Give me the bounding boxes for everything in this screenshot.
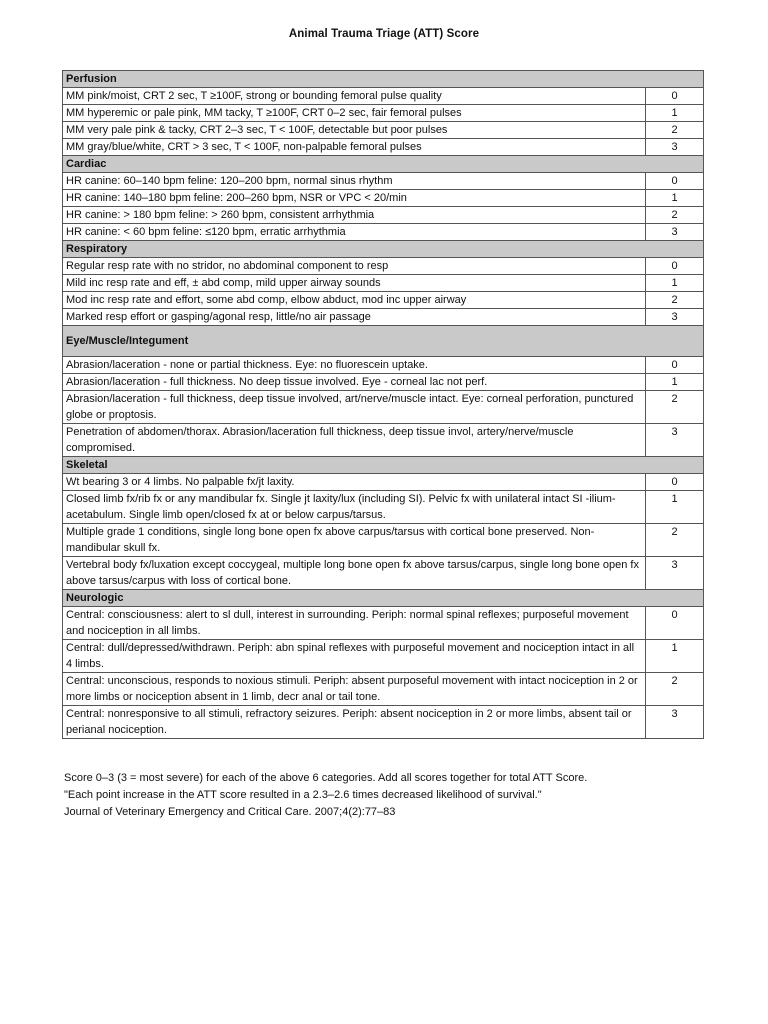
criteria-row [63, 122, 704, 139]
criteria-text: Central: consciousness: alert to sl dull, interest in surrounding. Periph: normal spinal reflexes; purposeful movement and nociception in all limbs. [63, 607, 646, 640]
criteria-text: MM gray/blue/white, CRT > 3 sec, T < 100F, non-palpable femoral pulses [63, 139, 646, 156]
score-value: 3 [646, 224, 704, 241]
criteria-row [63, 491, 704, 524]
criteria-row [63, 640, 704, 673]
criteria-row [63, 275, 704, 292]
section-title: Skeletal [63, 457, 704, 474]
criteria-row [63, 706, 704, 739]
criteria-text: MM pink/moist, CRT 2 sec, T ≥100F, strong or bounding femoral pulse quality [63, 88, 646, 105]
score-value: 3 [646, 557, 704, 590]
score-value: 3 [646, 309, 704, 326]
score-value: 1 [646, 491, 704, 524]
criteria-row [63, 207, 704, 224]
criteria-row [63, 673, 704, 706]
criteria-text: Closed limb fx/rib fx or any mandibular fx. Single jt laxity/lux (including SI). Pelvic fx with unilateral intact SI -ilium-acetabulum. Single limb open/closed fx at or below carpus/tarsus. [63, 491, 646, 524]
score-value: 1 [646, 105, 704, 122]
score-value: 3 [646, 139, 704, 156]
score-value: 0 [646, 88, 704, 105]
criteria-row [63, 258, 704, 275]
criteria-row [63, 474, 704, 491]
criteria-text: HR canine: 60–140 bpm feline: 120–200 bpm, normal sinus rhythm [63, 173, 646, 190]
score-value: 1 [646, 190, 704, 207]
criteria-row [63, 139, 704, 156]
criteria-text: MM very pale pink & tacky, CRT 2–3 sec, T < 100F, detectable but poor pulses [63, 122, 646, 139]
criteria-text: Central: nonresponsive to all stimuli, refractory seizures. Periph: absent nociception in 2 or more limbs, absent tail or perianal nociception. [63, 706, 646, 739]
footer-line-quote: "Each point increase in the ATT score resulted in a 2.3–2.6 times decreased likelihood of survival." [64, 789, 542, 801]
criteria-text: Regular resp rate with no stridor, no abdominal component to resp [63, 258, 646, 275]
criteria-row [63, 88, 704, 105]
criteria-row [63, 391, 704, 424]
score-value: 0 [646, 474, 704, 491]
criteria-row [63, 524, 704, 557]
criteria-row [63, 357, 704, 374]
criteria-text: MM hyperemic or pale pink, MM tacky, T ≥100F, CRT 0–2 sec, fair femoral pulses [63, 105, 646, 122]
section-header-row [63, 590, 704, 607]
score-value: 1 [646, 374, 704, 391]
score-value: 2 [646, 673, 704, 706]
criteria-text: Abrasion/laceration - none or partial thickness. Eye: no fluorescein uptake. [63, 357, 646, 374]
score-value: 2 [646, 207, 704, 224]
section-title: Cardiac [63, 156, 704, 173]
criteria-row [63, 224, 704, 241]
footer-line-citation: Journal of Veterinary Emergency and Critical Care. 2007;4(2):77–83 [64, 806, 396, 818]
att-score-table [62, 70, 704, 739]
criteria-row [63, 557, 704, 590]
document-title: Animal Trauma Triage (ATT) Score [288, 28, 480, 40]
score-value: 0 [646, 173, 704, 190]
section-header-row [63, 457, 704, 474]
criteria-text: Wt bearing 3 or 4 limbs. No palpable fx/jt laxity. [63, 474, 646, 491]
section-title: Eye/Muscle/Integument [63, 326, 704, 357]
criteria-text: HR canine: 140–180 bpm feline: 200–260 bpm, NSR or VPC < 20/min [63, 190, 646, 207]
criteria-row [63, 173, 704, 190]
criteria-text: Abrasion/laceration - full thickness, deep tissue involved, art/nerve/muscle intact. Eye: corneal perforation, punctured globe or proptosis. [63, 391, 646, 424]
criteria-row [63, 374, 704, 391]
criteria-text: Mild inc resp rate and eff, ± abd comp, mild upper airway sounds [63, 275, 646, 292]
section-header-row [63, 241, 704, 258]
criteria-row [63, 190, 704, 207]
score-value: 1 [646, 275, 704, 292]
section-title: Neurologic [63, 590, 704, 607]
section-header-row [63, 326, 704, 357]
section-header-row [63, 156, 704, 173]
score-value: 2 [646, 292, 704, 309]
footer-notes [64, 770, 587, 821]
criteria-row [63, 309, 704, 326]
criteria-text: HR canine: < 60 bpm feline: ≤120 bpm, erratic arrhythmia [63, 224, 646, 241]
score-value: 2 [646, 122, 704, 139]
footer-line-scoring: Score 0–3 (3 = most severe) for each of the above 6 categories. Add all scores together for total ATT Score. [64, 772, 588, 784]
score-value: 0 [646, 357, 704, 374]
criteria-text: Marked resp effort or gasping/agonal resp, little/no air passage [63, 309, 646, 326]
criteria-row [63, 607, 704, 640]
criteria-text: Penetration of abdomen/thorax. Abrasion/laceration full thickness, deep tissue invol, artery/nerve/muscle compromised. [63, 424, 646, 457]
criteria-row [63, 292, 704, 309]
criteria-text: Multiple grade 1 conditions, single long bone open fx above carpus/tarsus with cortical bone preserved. Non-mandibular skull fx. [63, 524, 646, 557]
criteria-row [63, 424, 704, 457]
section-title: Perfusion [63, 71, 704, 88]
score-value: 2 [646, 391, 704, 424]
score-value: 3 [646, 706, 704, 739]
criteria-text: HR canine: > 180 bpm feline: > 260 bpm, consistent arrhythmia [63, 207, 646, 224]
score-value: 1 [646, 640, 704, 673]
score-value: 2 [646, 524, 704, 557]
criteria-row [63, 105, 704, 122]
section-header-row [63, 71, 704, 88]
score-value: 0 [646, 607, 704, 640]
criteria-text: Vertebral body fx/luxation except coccygeal, multiple long bone open fx above tarsus/carpus, single long bone open fx above tarsus/carpus with loss of cortical bone. [63, 557, 646, 590]
criteria-text: Mod inc resp rate and effort, some abd comp, elbow abduct, mod inc upper airway [63, 292, 646, 309]
section-title: Respiratory [63, 241, 704, 258]
criteria-text: Abrasion/laceration - full thickness. No deep tissue involved. Eye - corneal lac not perf. [63, 374, 646, 391]
criteria-text: Central: dull/depressed/withdrawn. Periph: abn spinal reflexes with purposeful movement and nociception intact in all 4 limbs. [63, 640, 646, 673]
score-value: 0 [646, 258, 704, 275]
score-value: 3 [646, 424, 704, 457]
criteria-text: Central: unconscious, responds to noxious stimuli. Periph: absent purposeful movement with intact nociception in 2 or more limbs or nociception absent in 1 limb, decr anal or tail tone. [63, 673, 646, 706]
